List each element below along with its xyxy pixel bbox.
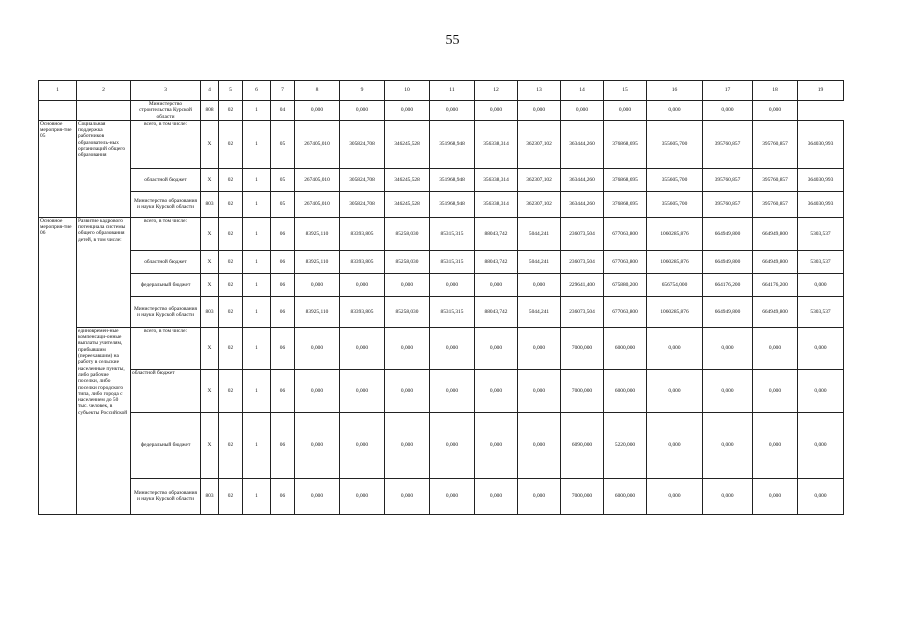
value-cell: 0,000 — [385, 412, 430, 478]
header-cell: 10 — [385, 81, 430, 101]
source-cell: Министерство образования и науки Курской области — [131, 191, 201, 217]
value-cell: 06 — [271, 412, 295, 478]
activity-cell: Основное мероприя-тие 05 — [39, 120, 77, 217]
value-cell: 5303,537 — [798, 217, 844, 250]
value-cell: 677063,800 — [604, 217, 647, 250]
value-cell: 1 — [243, 327, 271, 369]
header-cell: 1 — [39, 81, 77, 101]
header-cell: 14 — [561, 81, 604, 101]
value-cell: 363444,260 — [561, 120, 604, 168]
value-cell: 0,000 — [518, 327, 561, 369]
value-cell: 664949,800 — [753, 250, 798, 273]
value-cell: 85258,030 — [385, 250, 430, 273]
source-cell: Министерство образования и науки Курской области — [131, 296, 201, 327]
value-cell: 02 — [219, 217, 243, 250]
value-cell: 0,000 — [340, 478, 385, 514]
table-row — [39, 478, 844, 514]
value-cell: 0,000 — [703, 478, 753, 514]
value-cell: 305824,708 — [340, 168, 385, 191]
value-cell: 0,000 — [295, 327, 340, 369]
value-cell: 351968,948 — [430, 191, 475, 217]
header-cell: 13 — [518, 81, 561, 101]
value-cell: 346245,528 — [385, 168, 430, 191]
value-cell: 346245,528 — [385, 191, 430, 217]
value-cell: 267405,010 — [295, 168, 340, 191]
value-cell: 06 — [271, 250, 295, 273]
value-cell: 355605,700 — [647, 168, 703, 191]
value-cell: 0,000 — [475, 101, 518, 121]
value-cell: 0,000 — [430, 478, 475, 514]
value-cell: 5220,000 — [604, 412, 647, 478]
value-cell: 0,000 — [430, 369, 475, 412]
budget-table — [38, 80, 844, 515]
description-cell: Развитие кадрового потенциала системы общего образования детей, в том числе: — [77, 217, 131, 327]
value-cell: 664949,800 — [703, 217, 753, 250]
value-cell: 83393,805 — [340, 296, 385, 327]
value-cell: 0,000 — [753, 101, 798, 121]
value-cell: 351968,948 — [430, 120, 475, 168]
value-cell: 5044,241 — [518, 296, 561, 327]
value-cell: X — [201, 217, 219, 250]
value-cell: 0,000 — [798, 327, 844, 369]
value-cell: 0,000 — [518, 273, 561, 296]
header-cell: 3 — [131, 81, 201, 101]
value-cell: 664176,200 — [703, 273, 753, 296]
header-cell: 17 — [703, 81, 753, 101]
value-cell: 0,000 — [753, 327, 798, 369]
source-cell: всего, в том числе: — [131, 217, 201, 250]
value-cell: 0,000 — [518, 369, 561, 412]
value-cell: 1 — [243, 412, 271, 478]
value-cell: 364030,993 — [798, 191, 844, 217]
value-cell: 0,000 — [385, 273, 430, 296]
value-cell: 656754,000 — [647, 273, 703, 296]
value-cell: 1 — [243, 217, 271, 250]
value-cell: 803 — [201, 296, 219, 327]
header-cell: 2 — [77, 81, 131, 101]
value-cell: 0,000 — [430, 273, 475, 296]
value-cell: 0,000 — [430, 327, 475, 369]
value-cell: 0,000 — [295, 101, 340, 121]
value-cell: 02 — [219, 412, 243, 478]
value-cell: 267405,010 — [295, 120, 340, 168]
header-cell: 8 — [295, 81, 340, 101]
value-cell: 395760,857 — [753, 191, 798, 217]
value-cell: 0,000 — [295, 273, 340, 296]
value-cell: 7000,000 — [561, 369, 604, 412]
table-row — [39, 217, 844, 250]
value-cell: 05 — [271, 120, 295, 168]
table-row — [39, 191, 844, 217]
value-cell: 376868,695 — [604, 191, 647, 217]
value-cell: 675880,200 — [604, 273, 647, 296]
value-cell: 364030,993 — [798, 120, 844, 168]
value-cell: 236073,504 — [561, 296, 604, 327]
value-cell: 362307,102 — [518, 191, 561, 217]
value-cell: 362307,102 — [518, 168, 561, 191]
value-cell: 83925,110 — [295, 217, 340, 250]
value-cell: X — [201, 250, 219, 273]
value-cell: 0,000 — [518, 478, 561, 514]
page-number: 55 — [445, 33, 460, 48]
value-cell: 664949,800 — [753, 296, 798, 327]
value-cell: 1 — [243, 273, 271, 296]
value-cell: 0,000 — [340, 412, 385, 478]
value-cell: 0,000 — [753, 412, 798, 478]
value-cell: 02 — [219, 478, 243, 514]
value-cell: 85258,030 — [385, 296, 430, 327]
value-cell: 236073,504 — [561, 250, 604, 273]
value-cell: 5303,537 — [798, 250, 844, 273]
value-cell: 803 — [201, 478, 219, 514]
value-cell: 1 — [243, 250, 271, 273]
value-cell: 0,000 — [385, 101, 430, 121]
value-cell: 664949,800 — [703, 250, 753, 273]
value-cell: 363444,260 — [561, 191, 604, 217]
value-cell: 02 — [219, 168, 243, 191]
table-row — [39, 412, 844, 478]
value-cell: 02 — [219, 191, 243, 217]
value-cell: 0,000 — [647, 369, 703, 412]
value-cell: 0,000 — [518, 412, 561, 478]
header-cell: 5 — [219, 81, 243, 101]
value-cell: 395760,857 — [703, 191, 753, 217]
activity-cell — [39, 101, 77, 121]
value-cell: 0,000 — [340, 327, 385, 369]
source-cell: областной бюджет — [131, 168, 201, 191]
value-cell: 0,000 — [295, 478, 340, 514]
value-cell: 06 — [271, 478, 295, 514]
source-cell: Министерство образования и науки Курской области — [131, 478, 201, 514]
header-cell: 7 — [271, 81, 295, 101]
table-row — [39, 250, 844, 273]
header-cell: 16 — [647, 81, 703, 101]
value-cell: X — [201, 120, 219, 168]
value-cell: 0,000 — [604, 101, 647, 121]
header-cell: 18 — [753, 81, 798, 101]
value-cell: 0,000 — [647, 327, 703, 369]
value-cell: 0,000 — [340, 369, 385, 412]
value-cell: 236073,504 — [561, 217, 604, 250]
value-cell: 06 — [271, 273, 295, 296]
source-cell: федеральный бюджет — [131, 273, 201, 296]
value-cell: 356338,314 — [475, 191, 518, 217]
value-cell: X — [201, 273, 219, 296]
value-cell: 88043,742 — [475, 217, 518, 250]
value-cell: 0,000 — [798, 478, 844, 514]
value-cell: 0,000 — [703, 327, 753, 369]
value-cell: 363444,260 — [561, 168, 604, 191]
value-cell: 0,000 — [753, 478, 798, 514]
value-cell: 1 — [243, 120, 271, 168]
value-cell: 664949,800 — [753, 217, 798, 250]
value-cell: 5044,241 — [518, 217, 561, 250]
value-cell: 0,000 — [475, 369, 518, 412]
value-cell: 305824,708 — [340, 120, 385, 168]
value-cell: 6000,000 — [604, 327, 647, 369]
value-cell: 0,000 — [561, 101, 604, 121]
value-cell: 395760,857 — [703, 120, 753, 168]
value-cell: 83925,110 — [295, 250, 340, 273]
value-cell: 7000,000 — [561, 327, 604, 369]
table-row — [39, 273, 844, 296]
source-cell: областной бюджет — [131, 369, 201, 412]
value-cell: 376868,695 — [604, 120, 647, 168]
value-cell: 88043,742 — [475, 250, 518, 273]
value-cell: 351968,948 — [430, 168, 475, 191]
value-cell: 355605,700 — [647, 191, 703, 217]
value-cell: 0,000 — [475, 327, 518, 369]
value-cell: 267405,010 — [295, 191, 340, 217]
description-cell: единовремен-ные компенсаци-онные выплаты учителям, прибывшим (переехавшим) на работу в сельские населенные пункты, либо рабочие поселки, либо поселки городского типа, либо города с населением до 50 тыс. человек, в субъекты Российской — [77, 327, 131, 514]
value-cell: 355605,700 — [647, 120, 703, 168]
value-cell: 1 — [243, 191, 271, 217]
value-cell: 0,000 — [295, 369, 340, 412]
value-cell: 1060285,876 — [647, 296, 703, 327]
value-cell: 0,000 — [798, 412, 844, 478]
header-cell: 19 — [798, 81, 844, 101]
value-cell: 05 — [271, 168, 295, 191]
value-cell: 0,000 — [385, 478, 430, 514]
activity-cell: Основное мероприя-тие 06 — [39, 217, 77, 514]
value-cell: 83925,110 — [295, 296, 340, 327]
source-cell: федеральный бюджет — [131, 412, 201, 478]
description-cell — [77, 101, 131, 121]
value-cell: 02 — [219, 273, 243, 296]
header-cell: 4 — [201, 81, 219, 101]
value-cell: 06 — [271, 217, 295, 250]
value-cell: 0,000 — [385, 327, 430, 369]
value-cell: 803 — [201, 191, 219, 217]
value-cell: 677063,800 — [604, 296, 647, 327]
header-cell: 15 — [604, 81, 647, 101]
value-cell: 0,000 — [703, 101, 753, 121]
header-cell: 11 — [430, 81, 475, 101]
value-cell: 664176,200 — [753, 273, 798, 296]
value-cell: 356338,314 — [475, 168, 518, 191]
value-cell: 395760,857 — [753, 168, 798, 191]
table-row — [39, 296, 844, 327]
header-row — [39, 81, 844, 101]
table-row — [39, 327, 844, 369]
table-row — [39, 369, 844, 412]
value-cell: 02 — [219, 120, 243, 168]
value-cell: 83393,805 — [340, 217, 385, 250]
value-cell: 6000,000 — [604, 478, 647, 514]
value-cell: 0,000 — [385, 369, 430, 412]
value-cell: 808 — [201, 101, 219, 121]
value-cell: 1060285,876 — [647, 217, 703, 250]
header-cell: 12 — [475, 81, 518, 101]
value-cell: 0,000 — [703, 412, 753, 478]
value-cell: 02 — [219, 250, 243, 273]
value-cell: 1 — [243, 478, 271, 514]
value-cell: 7000,000 — [561, 478, 604, 514]
description-cell: Социальная поддержка работников образователь-ных организаций общего образования — [77, 120, 131, 217]
value-cell: 04 — [271, 101, 295, 121]
value-cell: 0,000 — [430, 412, 475, 478]
value-cell: 356338,314 — [475, 120, 518, 168]
value-cell: 05 — [271, 191, 295, 217]
source-cell: всего, в том числе: — [131, 120, 201, 168]
header-cell: 6 — [243, 81, 271, 101]
header-cell: 9 — [340, 81, 385, 101]
value-cell: 395760,857 — [703, 168, 753, 191]
value-cell: 362307,102 — [518, 120, 561, 168]
value-cell: 0,000 — [647, 101, 703, 121]
value-cell: 02 — [219, 369, 243, 412]
value-cell: 5303,537 — [798, 296, 844, 327]
value-cell: X — [201, 369, 219, 412]
source-cell: областной бюджет — [131, 250, 201, 273]
value-cell: 02 — [219, 101, 243, 121]
value-cell: 83393,805 — [340, 250, 385, 273]
table-row — [39, 168, 844, 191]
value-cell: 88043,742 — [475, 296, 518, 327]
value-cell: 5044,241 — [518, 250, 561, 273]
value-cell: 0,000 — [475, 412, 518, 478]
value-cell: 06 — [271, 296, 295, 327]
value-cell: 1 — [243, 101, 271, 121]
value-cell: 1060285,876 — [647, 250, 703, 273]
value-cell: 85315,315 — [430, 296, 475, 327]
value-cell: 0,000 — [340, 101, 385, 121]
value-cell: 85315,315 — [430, 250, 475, 273]
value-cell: 85258,030 — [385, 217, 430, 250]
value-cell: 0,000 — [753, 369, 798, 412]
value-cell: 0,000 — [647, 478, 703, 514]
value-cell: 229641,400 — [561, 273, 604, 296]
value-cell: 85315,315 — [430, 217, 475, 250]
value-cell: 0,000 — [475, 478, 518, 514]
value-cell: 664949,800 — [703, 296, 753, 327]
table-row — [39, 101, 844, 121]
value-cell: 1 — [243, 369, 271, 412]
value-cell: 0,000 — [475, 273, 518, 296]
value-cell: 305824,708 — [340, 191, 385, 217]
value-cell: 677063,800 — [604, 250, 647, 273]
value-cell: 0,000 — [703, 369, 753, 412]
value-cell: 6090,000 — [561, 412, 604, 478]
value-cell: 0,000 — [798, 273, 844, 296]
value-cell: X — [201, 168, 219, 191]
source-cell: Министерство строительства Курской области — [131, 101, 201, 121]
value-cell: 0,000 — [647, 412, 703, 478]
value-cell: 1 — [243, 168, 271, 191]
value-cell: 0,000 — [295, 412, 340, 478]
value-cell: 02 — [219, 296, 243, 327]
value-cell: 0,000 — [430, 101, 475, 121]
value-cell: 0,000 — [340, 273, 385, 296]
value-cell: 06 — [271, 327, 295, 369]
value-cell: X — [201, 412, 219, 478]
value-cell: 395760,857 — [753, 120, 798, 168]
table-row — [39, 120, 844, 168]
value-cell: 0,000 — [518, 101, 561, 121]
source-cell: всего, в том числе: — [131, 327, 201, 369]
value-cell: 02 — [219, 327, 243, 369]
value-cell: 1 — [243, 296, 271, 327]
value-cell: 6000,000 — [604, 369, 647, 412]
value-cell: 0,000 — [798, 369, 844, 412]
value-cell: 06 — [271, 369, 295, 412]
value-cell: 376868,695 — [604, 168, 647, 191]
value-cell: 364030,993 — [798, 168, 844, 191]
value-cell: 346245,528 — [385, 120, 430, 168]
value-cell: X — [201, 327, 219, 369]
